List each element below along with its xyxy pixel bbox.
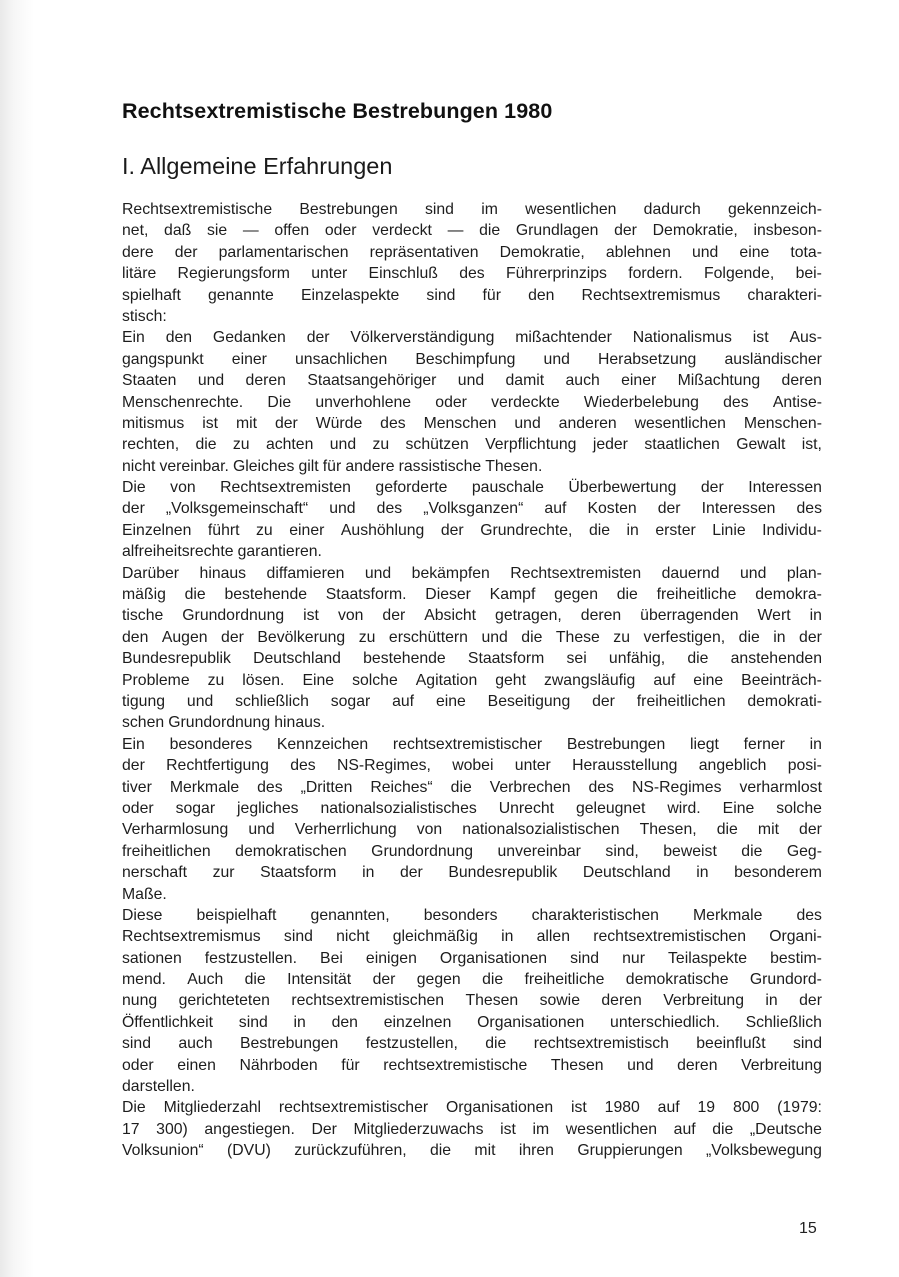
- body-line: tische Grundordnung ist von der Absicht getragen, deren überragenden Wert in: [122, 607, 822, 625]
- body-line: sationen festzustellen. Bei einigen Organisationen sind nur Teilaspekte bestim-: [122, 949, 822, 967]
- body-line: tiver Merkmale des „Dritten Reiches“ die Verbrechen des NS-Regimes verharmlost: [122, 778, 822, 796]
- body-line: Volksunion“ (DVU) zurückzuführen, die mit ihren Gruppierungen „Volksbewegung: [122, 1142, 822, 1160]
- body-line: Maße.: [122, 885, 167, 903]
- body-line: freiheitlichen demokratischen Grundordnung unvereinbar sind, beweist die Geg-: [122, 842, 822, 860]
- body-line: der „Volksgemeinschaft“ und des „Volksganzen“ auf Kosten der Interessen des: [122, 500, 822, 518]
- body-line: der Rechtfertigung des NS-Regimes, wobei unter Herausstellung angeblich posi-: [122, 757, 822, 775]
- body-line: spielhaft genannte Einzelaspekte sind für den Rechtsextremismus charakteri-: [122, 286, 822, 304]
- body-line: Menschenrechte. Die unverhohlene oder verdeckte Wiederbelebung des Antise-: [122, 393, 822, 411]
- body-line: gangspunkt einer unsachlichen Beschimpfung und Herabsetzung ausländischer: [122, 350, 822, 368]
- body-line: nerschaft zur Staatsform in der Bundesrepublik Deutschland in besonderem: [122, 864, 822, 882]
- body-line: Die von Rechtsextremisten geforderte pauschale Überbewertung der Interessen: [122, 479, 822, 497]
- body-line: 17 300) angestiegen. Der Mitgliederzuwachs ist im wesentlichen auf die „Deutsche: [122, 1120, 822, 1138]
- body-line: Diese beispielhaft genannten, besonders charakteristischen Merkmale des: [122, 906, 822, 924]
- body-line: den Augen der Bevölkerung zu erschüttern und die These zu verfestigen, die in der: [122, 628, 822, 646]
- body-line: tigung und schließlich sogar auf eine Beseitigung der freiheitlichen demokrati-: [122, 692, 822, 710]
- body-line: Rechtsextremistische Bestrebungen sind im wesentlichen dadurch gekennzeich-: [122, 201, 822, 218]
- body-line: alfreiheitsrechte garantieren.: [122, 543, 322, 561]
- body-line: oder einen Nährboden für rechtsextremistische Thesen und deren Verbreitung: [122, 1056, 822, 1074]
- body-line: mitismus ist mit der Würde des Menschen und anderen wesentlichen Menschen-: [122, 414, 822, 432]
- body-line: rechten, die zu achten und zu schützen Verpflichtung jeder staatlichen Gewalt ist,: [122, 436, 822, 454]
- body-line: Einzelnen führt zu einer Aushöhlung der Grundrechte, die in erster Linie Individu-: [122, 521, 822, 539]
- body-line: Rechtsextremismus sind nicht gleichmäßig in allen rechtsextremistischen Organi-: [122, 928, 822, 946]
- body-line: mend. Auch die Intensität der gegen die freiheitliche demokratische Grundord-: [122, 971, 822, 989]
- body-line: nung gerichteteten rechtsextremistischen Thesen sowie deren Verbreitung in der: [122, 992, 822, 1010]
- body-line: Bundesrepublik Deutschland bestehende Staatsform sei unfähig, die anstehenden: [122, 650, 822, 668]
- body-line: nicht vereinbar. Gleiches gilt für andere rassistische Thesen.: [122, 457, 543, 475]
- body-line: Verharmlosung und Verherrlichung von nationalsozialistischen Thesen, die mit der: [122, 821, 822, 839]
- page-number: 15: [799, 1220, 817, 1237]
- page-title: Rechtsextremistische Bestrebungen 1980: [122, 99, 553, 123]
- body-line: Ein den Gedanken der Völkerverständigung mißachtender Nationalismus ist Aus-: [122, 329, 822, 347]
- body-line: stisch:: [122, 307, 167, 325]
- body-line: sind auch Bestrebungen festzustellen, die rechtsextremistisch beeinflußt sind: [122, 1035, 822, 1053]
- body-line: Die Mitgliederzahl rechtsextremistischer Organisationen ist 1980 auf 19 800 (1979:: [122, 1099, 822, 1117]
- body-text: [122, 199, 822, 1162]
- body-line: Probleme zu lösen. Eine solche Agitation geht zwangsläufig auf eine Beeinträch-: [122, 671, 822, 689]
- body-line: Öffentlichkeit sind in den einzelnen Organisationen unterschiedlich. Schließlich: [122, 1013, 822, 1031]
- body-line: darstellen.: [122, 1078, 195, 1096]
- body-line: Ein besonderes Kennzeichen rechtsextremistischer Bestrebungen liegt ferner in: [122, 735, 822, 753]
- body-line: dere der parlamentarischen repräsentativen Demokratie, ablehnen und eine tota-: [122, 243, 822, 261]
- body-line: Darüber hinaus diffamieren und bekämpfen Rechtsextremisten dauernd und plan-: [122, 564, 822, 582]
- body-line: net, daß sie — offen oder verdeckt — die Grundlagen der Demokratie, insbeson-: [122, 222, 822, 240]
- body-line: litäre Regierungsform unter Einschluß des Führerprinzips fordern. Folgende, bei-: [122, 265, 822, 283]
- body-line: schen Grundordnung hinaus.: [122, 714, 326, 732]
- body-line: oder sogar jegliches nationalsozialistisches Unrecht geleugnet wird. Eine solche: [122, 799, 822, 817]
- body-line: mäßig die bestehende Staatsform. Dieser Kampf gegen die freiheitliche demokra-: [122, 586, 822, 604]
- section-heading: I. Allgemeine Erfahrungen: [122, 153, 393, 179]
- body-line: Staaten und deren Staatsangehöriger und damit auch einer Mißachtung deren: [122, 372, 822, 390]
